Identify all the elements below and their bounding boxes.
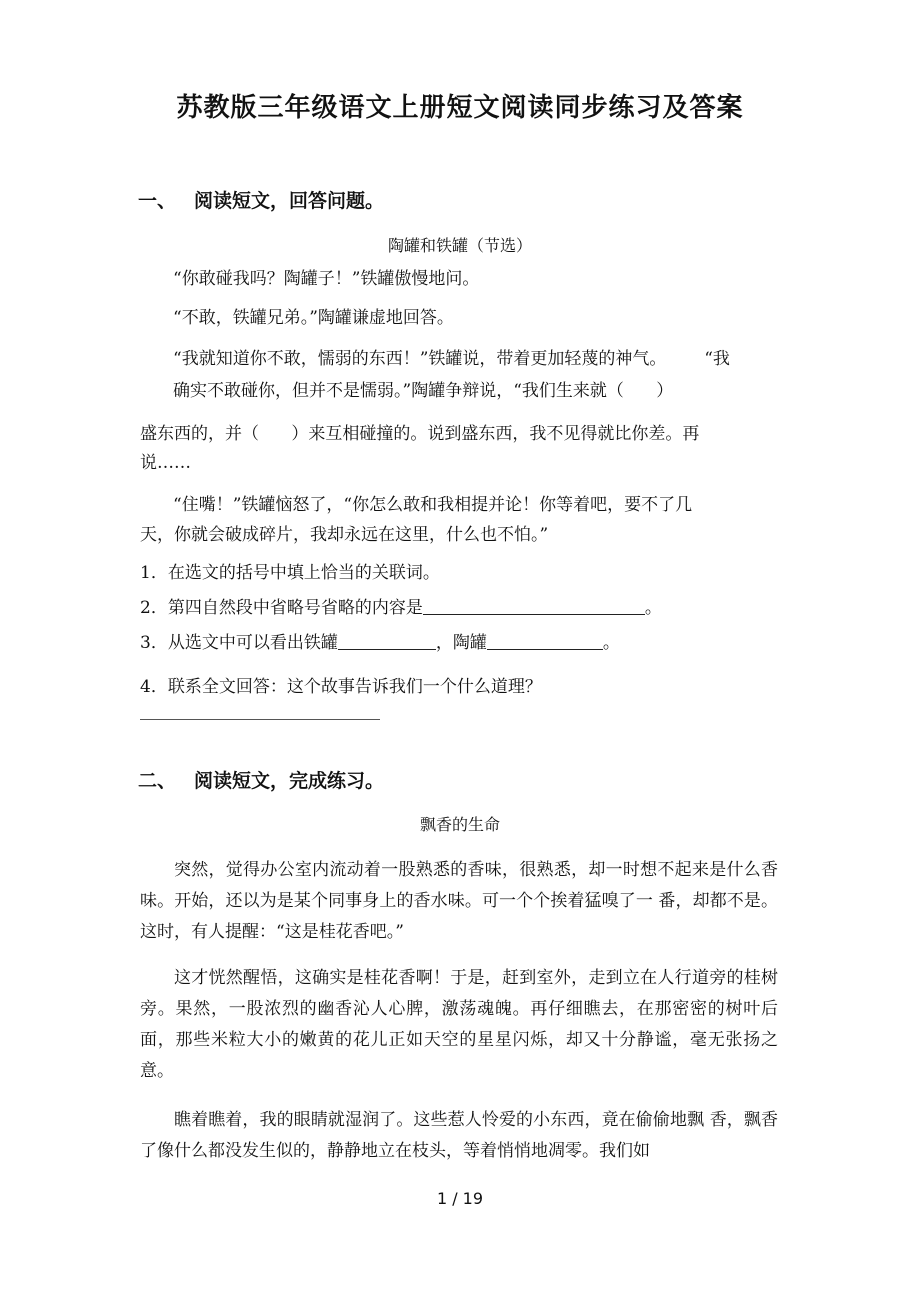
question-3-text-b: ，陶罐 — [435, 633, 487, 653]
passage-1-line: “你敢碰我吗？陶罐子！”铁罐傲慢地问。 — [173, 269, 480, 289]
question-3-end: 。 — [602, 633, 620, 653]
passage-1-line: “住嘴！”铁罐恼怒了，“你怎么敢和我相提并论！你等着吧，要不了几 — [173, 495, 693, 515]
section-1-heading — [138, 187, 384, 215]
passage-1-title: 陶罐和铁罐（节选） — [387, 236, 532, 255]
passage-1-line: “我就知道你不敢，懦弱的东西！”铁罐说，带着更加轻蔑的神气。 “我 — [173, 349, 730, 369]
passage-2-paragraph: 瞧着瞧着，我的眼睛就湿润了。这些惹人怜爱的小东西，竟在偷偷地飘 香，飘香了像什么都没发生似的，静静地立在枝头，等着悄悄地凋零。我们如 — [140, 1110, 778, 1161]
passage-2-paragraph: 这才恍然醒悟，这确实是桂花香啊！于是，赶到室外，走到立在人行道旁的桂树旁。果然，一股浓烈的幽香沁人心脾，激荡魂魄。再仔细瞧去，在那密密的树叶后面，那些米粒大小的嫩黄的花儿正如天空的星星闪烁，却又十分静谧，毫无张扬之意。 — [140, 968, 778, 1081]
question-2-answer-blank[interactable] — [423, 596, 645, 615]
question-3-iron-jar-blank[interactable] — [338, 631, 436, 650]
question-3 — [140, 630, 620, 656]
passage-1-line: 天，你就会破成碎片，我却永远在这里，什么也不怕。” — [140, 525, 549, 545]
question-2-end: 。 — [644, 598, 662, 618]
question-2 — [140, 595, 662, 621]
passage-1-line: 盛东西的，并（ ）来互相碰撞的。说到盛东西，我不见得就比你差。再 — [140, 424, 700, 444]
passage-1-line: “不敢，铁罐兄弟。”陶罐谦虚地回答。 — [173, 308, 454, 328]
page-number: 1 / 19 — [436, 1189, 484, 1208]
question-3-text-a: 3．从选文中可以看出铁罐 — [140, 633, 338, 653]
question-2-text: 2．第四自然段中省略号省略的内容是 — [140, 598, 423, 618]
section-2-heading-text: 阅读短文，完成练习。 — [194, 770, 385, 792]
page-title: 苏教版三年级语文上册短文阅读同步练习及答案 — [176, 93, 744, 123]
question-4-answer-line[interactable] — [140, 719, 380, 720]
section-1-heading-text: 阅读短文，回答问题。 — [194, 190, 385, 212]
question-1: 1．在选文的括号中填上恰当的关联词。 — [140, 563, 440, 583]
passage-1-line: 说…… — [140, 453, 191, 473]
question-4: 4．联系全文回答：这个故事告诉我们一个什么道理？ — [140, 677, 542, 697]
passage-2-paragraph: 突然，觉得办公室内流动着一股熟悉的香味，很熟悉，却一时想不起来是什么香味。开始，还以为是某个同事身上的香水味。可一个个挨着猛嗅了一 番，却都不是。这时，有人提醒：“这是桂花香吧。” — [140, 860, 778, 942]
passage-2-title: 飘香的生命 — [419, 815, 500, 834]
section-2-number: 二、 — [138, 770, 177, 792]
section-2-heading — [138, 767, 384, 795]
section-1-number: 一、 — [138, 190, 177, 212]
question-3-clay-jar-blank[interactable] — [487, 631, 603, 650]
passage-1-line: 确实不敢碰你，但并不是懦弱。”陶罐争辩说，“我们生来就（ ） — [173, 381, 674, 401]
